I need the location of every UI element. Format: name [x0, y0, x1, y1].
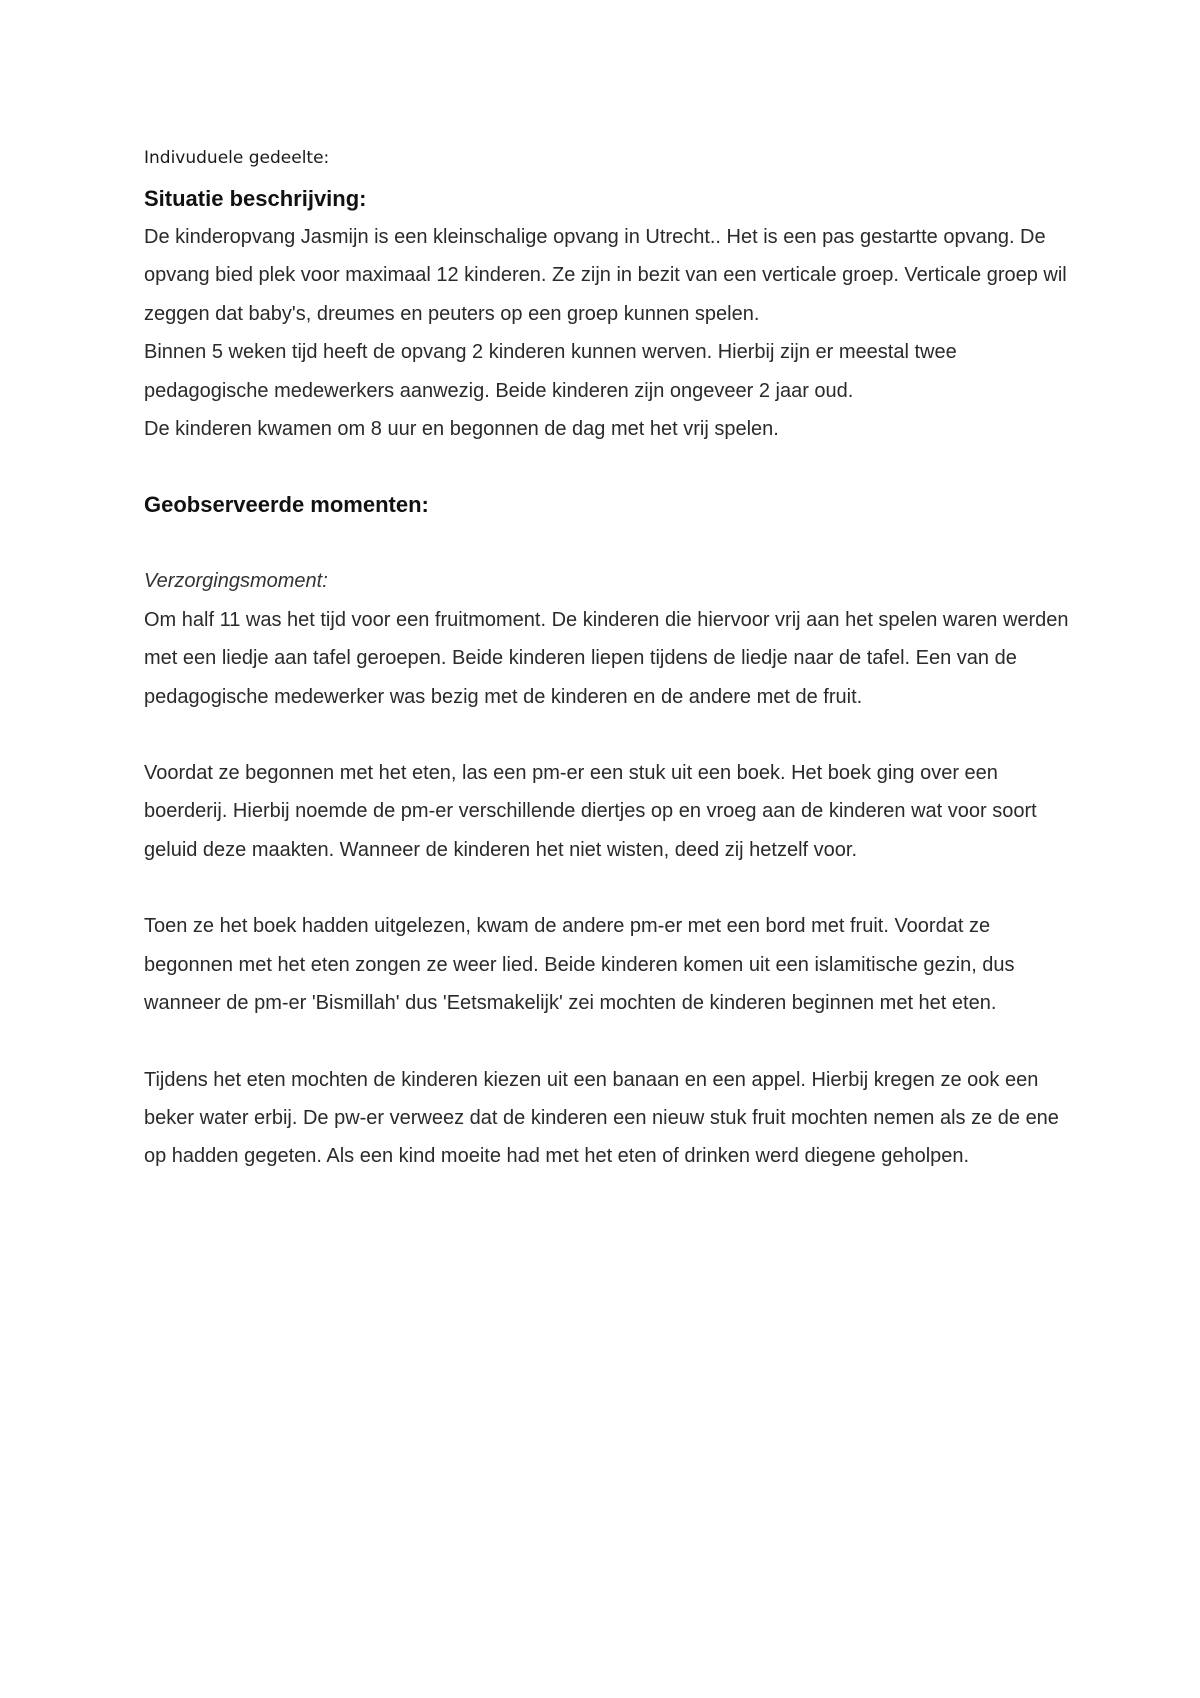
- paragraph-moment-3: Toen ze het boek hadden uitgelezen, kwam de andere pm-er met een bord met fruit. Voordat ze begonnen met het eten zongen ze weer lied. Beide kinderen komen uit een islamitische gezin, dus wanneer de pm-er 'Bismillah' dus 'Eetsmakelijk' zei mochten de kinderen beginnen met het eten.: [144, 915, 1015, 1015]
- blank-line: [144, 524, 1074, 562]
- document-label: Indivuduele gedeelte:: [144, 148, 330, 168]
- section-heading-situatie: Situatie beschrijving:: [144, 186, 367, 211]
- subheading-verzorgingsmoment: Verzorgingsmoment:: [144, 570, 328, 593]
- blank-line: [144, 869, 1074, 907]
- blank-line: [144, 448, 1074, 486]
- paragraph-situatie-1: De kinderopvang Jasmijn is een kleinschalige opvang in Utrecht.. Het is een pas gestartte opvang. De opvang bied plek voor maximaal 12 kinderen. Ze zijn in bezit van een verticale groep. Verticale groep wil zeggen dat baby's, dreumes en peuters op een groep kunnen spelen.: [144, 226, 1067, 325]
- paragraph-moment-2: Voordat ze begonnen met het eten, las een pm-er een stuk uit een boek. Het boek ging over een boerderij. Hierbij noemde de pm-er verschillende diertjes op en vroeg aan de kinderen wat voor soort geluid deze maakten. Wanneer de kinderen het niet wisten, deed zij hetzelf voor.: [144, 762, 1037, 861]
- paragraph-moment-1: Om half 11 was het tijd voor een fruitmoment. De kinderen die hiervoor vrij aan het spelen waren werden met een liedje aan tafel geroepen. Beide kinderen liepen tijdens de liedje naar de tafel. Een van de pedagogische medewerker was bezig met de kinderen en de andere met de fruit.: [144, 608, 1069, 708]
- blank-line: [144, 716, 1074, 754]
- blank-line: [144, 1023, 1074, 1061]
- paragraph-situatie-2: Binnen 5 weken tijd heeft de opvang 2 kinderen kunnen werven. Hierbij zijn er meestal twee pedagogische medewerkers aanwezig. Beide kinderen zijn ongeveer 2 jaar oud.: [144, 341, 957, 402]
- paragraph-situatie-3: De kinderen kwamen om 8 uur en begonnen de dag met het vrij spelen.: [144, 418, 779, 441]
- paragraph-moment-4: Tijdens het eten mochten de kinderen kiezen uit een banaan en een appel. Hierbij kregen ze ook een beker water erbij. De pw-er verweez dat de kinderen een nieuw stuk fruit mochten nemen als ze de ene op hadden gegeten. Als een kind moeite had met het eten of drinken werd diegene geholpen.: [144, 1068, 1059, 1168]
- section-heading-geobserveerd: Geobserveerde momenten:: [144, 492, 429, 518]
- document-body: [144, 146, 1074, 1176]
